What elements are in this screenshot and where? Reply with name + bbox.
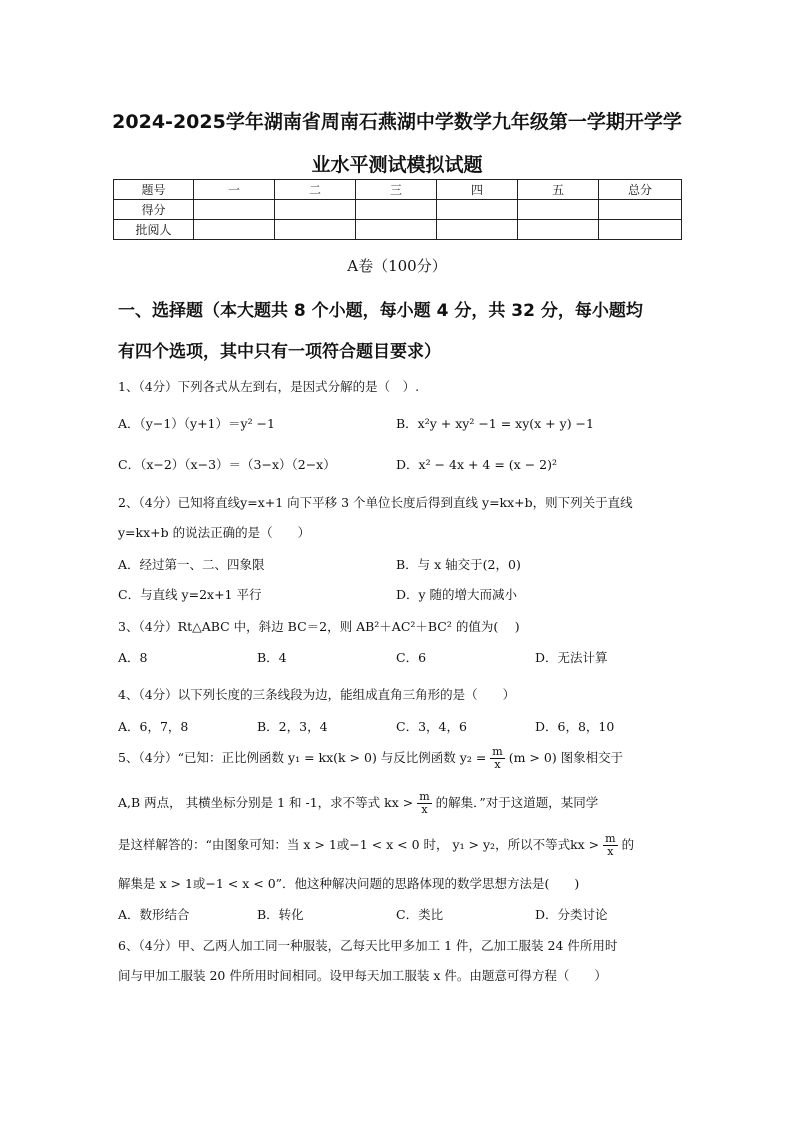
score-cell [275, 200, 356, 220]
question-5-line2-part2: 的解集．”对于这道题，某同学 [435, 795, 599, 811]
score-header-cell: 一 [194, 180, 275, 200]
score-cell [356, 200, 437, 220]
score-header-cell: 总分 [599, 180, 682, 200]
score-cell [437, 200, 518, 220]
question-1-option-b: B．x²y + xy² −1 = xy(x + y) −1 [396, 416, 594, 431]
question-5-line3 [118, 833, 688, 858]
question-5-stem [118, 746, 688, 771]
section-heading-line2: 有四个选项，其中只有一项符合题目要求） [118, 342, 441, 362]
question-5-stem-part1: 5、（4分）“已知：正比例函数 y₁ = kx(k > 0) 与反比例函数 y₂ = [118, 750, 487, 766]
question-2-stem-cont: y=kx+b 的说法正确的是（ ） [118, 525, 311, 540]
score-row-label: 得分 [114, 200, 194, 220]
score-table-row [114, 200, 682, 220]
question-4-stem: 4、（4分）以下列长度的三条线段为边，能组成直角三角形的是（ ） [118, 687, 516, 702]
question-1-stem: 1、（4分）下列各式从左到右，是因式分解的是（ ）. [118, 379, 420, 394]
question-3-stem: 3、（4分）Rt△ABC 中，斜边 BC＝2，则 AB²＋AC²＋BC² 的值为( ) [118, 619, 520, 634]
question-5-line2 [118, 791, 688, 816]
question-5-option-c: C．类比 [396, 907, 444, 922]
score-cell [599, 220, 682, 240]
fraction-m-over-x [490, 746, 504, 771]
question-1-option-c: C．（x−2）（x−3）＝（3−x）（2−x） [118, 457, 336, 472]
question-3-option-b: B．4 [257, 650, 287, 665]
question-5-stem-part2: (m > 0) 图象相交于 [508, 750, 624, 766]
question-1-option-a: A．（y−1）（y+1）＝y² −1 [118, 416, 275, 431]
score-header-cell: 四 [437, 180, 518, 200]
score-cell [356, 220, 437, 240]
score-cell [437, 220, 518, 240]
question-5-line3-part2: 的 [621, 837, 635, 853]
exam-title-line2: 业水平测试模拟试题 [311, 154, 483, 176]
fraction-numerator: m [419, 790, 430, 803]
score-cell [599, 200, 682, 220]
question-5-option-b: B．转化 [257, 907, 304, 922]
question-3-option-a: A．8 [118, 650, 148, 665]
score-table-header-row [114, 180, 682, 200]
score-table-row [114, 220, 682, 240]
score-header-cell: 五 [518, 180, 599, 200]
fraction-denominator: x [494, 758, 501, 772]
question-2-stem: 2、（4分）已知将直线y=x+1 向下平移 3 个单位长度后得到直线 y=kx+b，则下列关于直线 [118, 495, 633, 510]
score-cell [518, 220, 599, 240]
score-cell [194, 200, 275, 220]
score-cell [518, 200, 599, 220]
question-5-option-a: A．数形结合 [118, 907, 190, 922]
fraction-numerator: m [492, 745, 503, 758]
question-1-option-d: D．x² − 4x + 4 = (x − 2)² [396, 457, 557, 472]
question-6-stem-cont: 间与甲加工服装 20 件所用时间相同。设甲每天加工服装 x 件。由题意可得方程（ ） [118, 968, 607, 983]
question-4-option-c: C．3，4，6 [396, 719, 467, 734]
question-2-option-d: D．y 随的增大而减小 [396, 587, 518, 602]
question-6-stem: 6、（4分）甲、乙两人加工同一种服装，乙每天比甲多加工 1 件，乙加工服装 24 件所用时 [118, 938, 618, 953]
fraction-denominator: x [607, 845, 614, 859]
section-heading-line1: 一、选择题（本大题共 8 个小题，每小题 4 分，共 32 分，每小题均 [118, 301, 643, 321]
question-5-line2-part1: A,B 两点， 其横坐标分别是 1 和 -1，求不等式 kx > [118, 795, 414, 811]
fraction-denominator: x [421, 803, 428, 817]
question-5-line4: 解集是 x > 1或−1 < x < 0”．他这种解决问题的思路体现的数学思想方法是( ) [118, 876, 580, 891]
score-header-cell: 二 [275, 180, 356, 200]
fraction-numerator: m [605, 832, 616, 845]
question-3-option-c: C．6 [396, 650, 427, 665]
score-cell [275, 220, 356, 240]
score-header-cell: 三 [356, 180, 437, 200]
score-table [113, 179, 682, 240]
question-4-option-a: A．6，7，8 [118, 719, 189, 734]
score-row-label: 批阅人 [114, 220, 194, 240]
fraction-m-over-x [603, 833, 617, 858]
question-5-option-d: D．分类讨论 [535, 907, 608, 922]
question-2-option-c: C．与直线 y=2x+1 平行 [118, 587, 262, 602]
score-cell [194, 220, 275, 240]
volume-label: A卷（100分） [347, 257, 447, 275]
question-2-option-a: A．经过第一、二、四象限 [118, 557, 265, 572]
question-4-option-d: D．6，8，10 [535, 719, 615, 734]
score-header-cell: 题号 [114, 180, 194, 200]
fraction-m-over-x [417, 791, 431, 816]
question-5-line3-part1: 是这样解答的：“由图象可知：当 x > 1或−1 < x < 0 时， y₁ > y₂，所以不等式kx > [118, 837, 600, 853]
question-3-option-d: D．无法计算 [535, 650, 608, 665]
question-2-option-b: B．与 x 轴交于(2，0) [396, 557, 521, 572]
question-4-option-b: B．2，3，4 [257, 719, 328, 734]
exam-title-line1: 2024-2025学年湖南省周南石燕湖中学数学九年级第一学期开学学 [112, 111, 682, 133]
